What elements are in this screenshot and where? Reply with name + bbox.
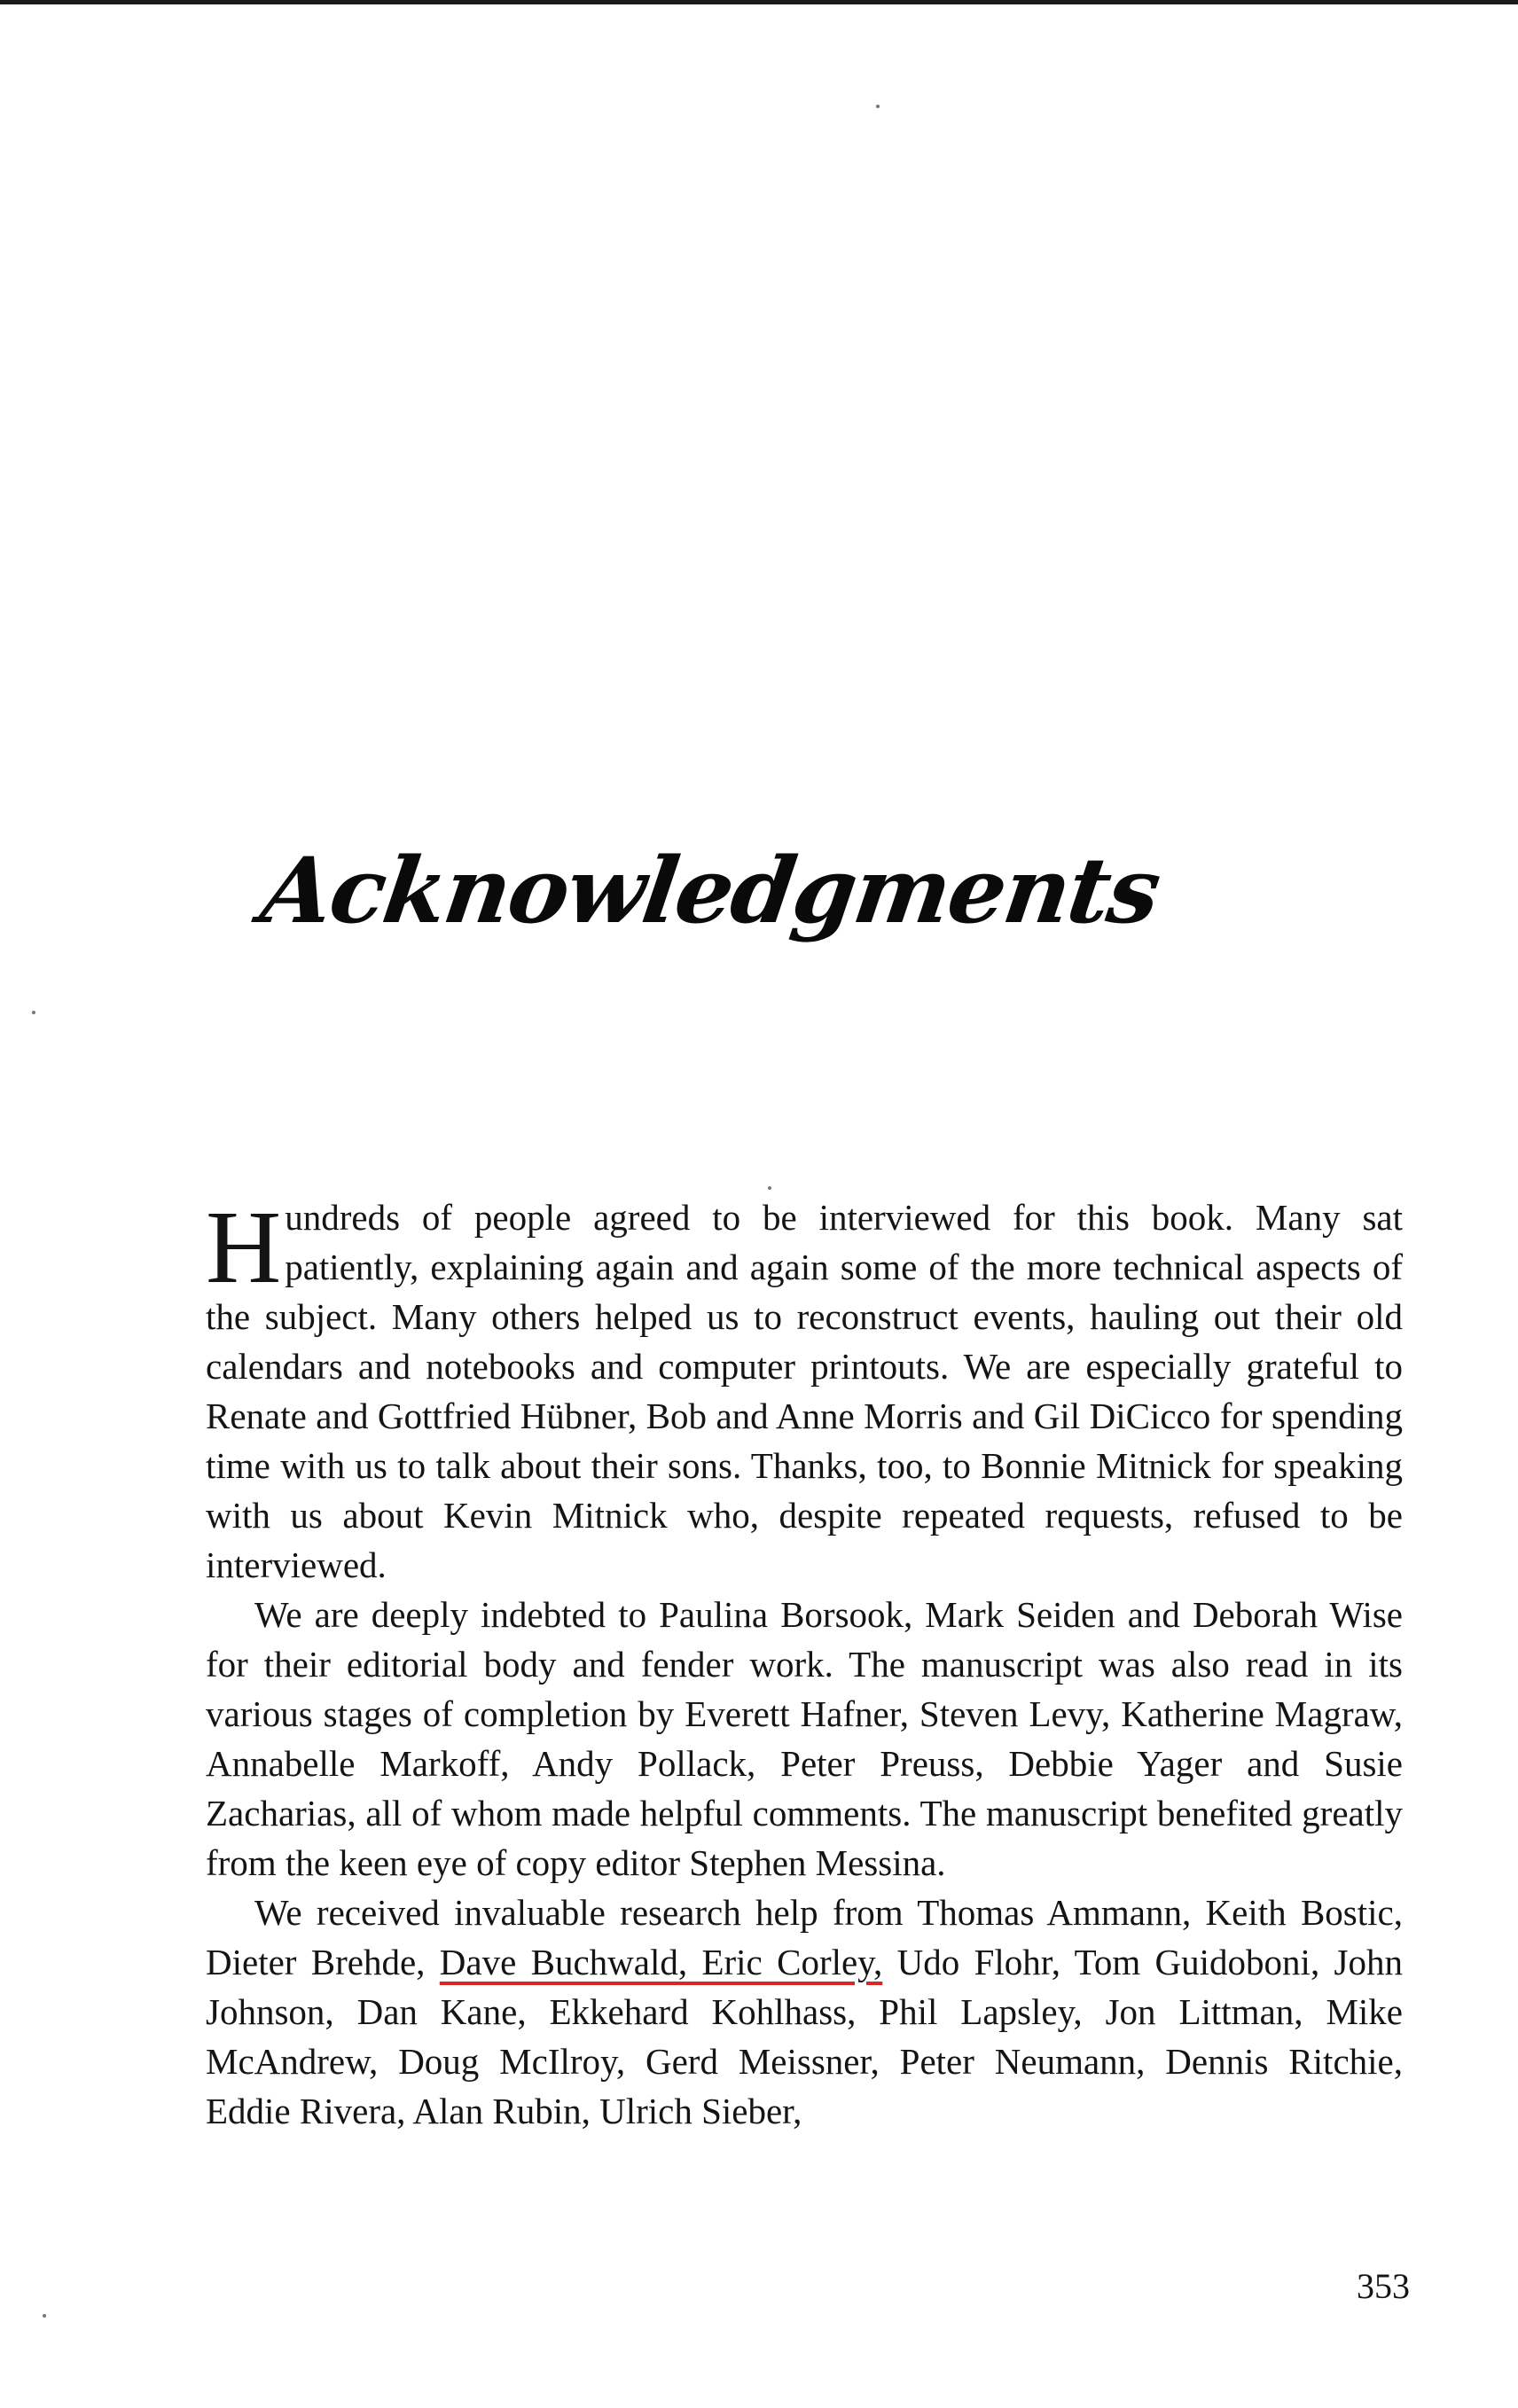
paragraph-1-text: undreds of people agreed to be interviewed for this book. Many sat patiently, explaining again and again some of the more technical aspects of the subject. Many others helped us to reconstruct events, hauling out their old calendars and notebooks and computer printouts. We are especially grateful to Renate and Gottfried Hübner, Bob and Anne Morris and Gil DiCicco for spending time with us to talk about their sons. Thanks, too, to Bonnie Mitnick for speaking with us about Kevin Mitnick who, despite repeated requests, refused to be interviewed. bbox=[206, 1197, 1403, 1585]
body-text bbox=[206, 1189, 1403, 2136]
scan-top-edge bbox=[0, 0, 1518, 4]
paragraph-1 bbox=[206, 1189, 1403, 1590]
scan-speck bbox=[768, 1186, 771, 1190]
scan-speck bbox=[32, 1011, 35, 1014]
paragraph-2: We are deeply indebted to Paulina Borsook, Mark Seiden and Deborah Wise for their editorial body and fender work. The manuscript was also read in its various stages of completion by Everett Hafner, Steven Levy, Katherine Magraw, Annabelle Markoff, Andy Pollack, Peter Preuss, Debbie Yager and Susie Zacharias, all of whom made helpful comments. The manuscript benefited greatly from the keen eye of copy editor Stephen Messina. bbox=[206, 1594, 1403, 1883]
drop-cap: H bbox=[206, 1189, 282, 1305]
page-number: 353 bbox=[1357, 2266, 1410, 2306]
paragraph-3 bbox=[206, 1888, 1403, 2136]
underlined-names: Dave Buchwald, Eric Corley, bbox=[439, 1942, 883, 1982]
chapter-title: Acknowledgments bbox=[254, 838, 1166, 944]
paragraph-3-text-before: We received invaluable research help from Thomas Ammann, Keith Bostic, Dieter Brehde, bbox=[206, 1892, 1403, 1982]
paragraph-3-text-after: Udo Flohr, Tom Guidoboni, John Johnson, Dan Kane, Ekkehard Kohlhass, Phil Lapsley, Jon Littman, Mike McAndrew, Doug McIlroy, Gerd Meissner, Peter Neumann, Dennis Ritchie, Eddie Rivera, Alan Rubin, Ulrich Sieber, bbox=[206, 1942, 1403, 2131]
scan-speck bbox=[43, 2314, 46, 2318]
scan-speck bbox=[876, 105, 880, 108]
